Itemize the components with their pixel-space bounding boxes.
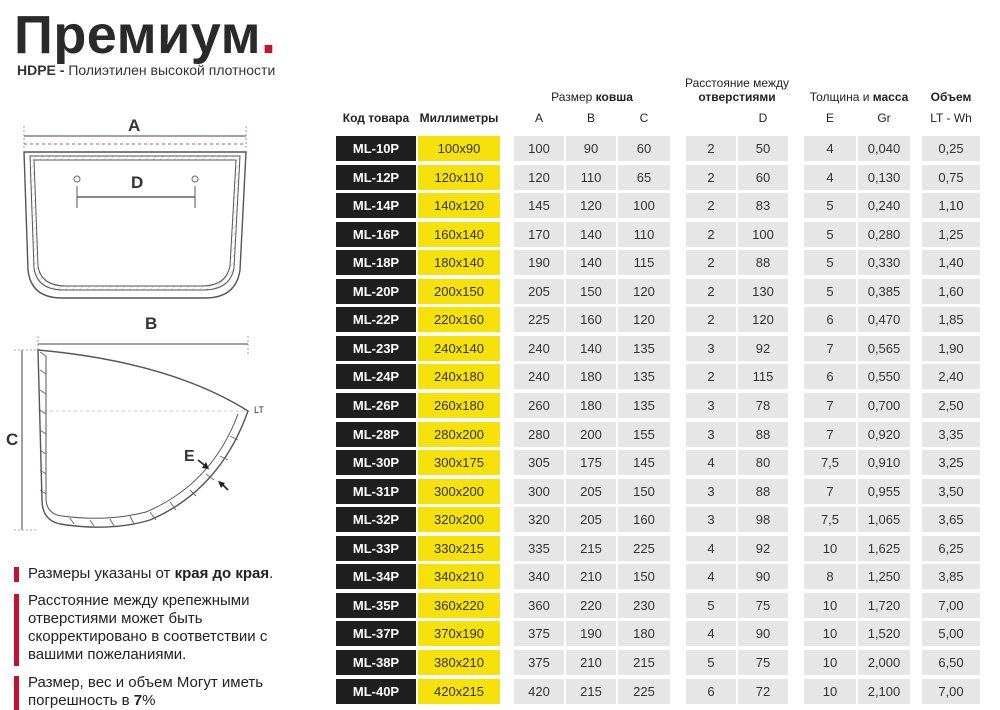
cell-holes: 2 [686,364,736,389]
cell-holes: 3 [686,507,736,532]
cell-gr: 2,100 [858,679,910,704]
header-gr: Gr [877,111,891,125]
cell-gr: 1,720 [858,593,910,618]
cell-e: 7 [804,393,856,418]
cell-code: ML-32P [336,507,416,532]
cell-a: 360 [514,593,564,618]
cell-code: ML-24P [336,364,416,389]
cell-volume: 3,25 [922,450,980,475]
cell-volume: 5,00 [922,621,980,646]
cell-a: 335 [514,536,564,561]
header-group-size: Размер ковша [551,90,633,104]
cell-b: 220 [566,593,616,618]
cell-d: 83 [738,193,788,218]
cell-holes: 3 [686,422,736,447]
cell-holes: 3 [686,479,736,504]
header-e: E [825,111,834,125]
cell-volume: 1,25 [922,222,980,247]
cell-volume: 6,25 [922,536,980,561]
cell-holes: 2 [686,222,736,247]
cell-b: 140 [566,222,616,247]
cell-holes: 4 [686,621,736,646]
cell-e: 5 [804,250,856,275]
note-3-text: Размер, вес и объем Могут иметь погрешность в [28,674,264,709]
cell-b: 90 [566,136,616,161]
cell-c: 150 [618,564,670,589]
cell-b: 120 [566,193,616,218]
cell-volume: 1,85 [922,307,980,332]
cell-mm: 220x160 [418,307,500,332]
header-b: B [586,111,595,125]
cell-a: 100 [514,136,564,161]
cell-volume: 7,00 [922,593,980,618]
cell-code: ML-18P [336,250,416,275]
cell-mm: 260x180 [418,393,500,418]
label-b: B [145,314,158,333]
cell-a: 320 [514,507,564,532]
cell-e: 5 [804,279,856,304]
cell-e: 7,5 [804,507,856,532]
cell-mm: 100x90 [418,136,500,161]
cell-mm: 240x180 [418,364,500,389]
header-mm: Миллиметры [419,111,499,125]
cell-code: ML-38P [336,650,416,675]
cell-c: 135 [618,336,670,361]
cell-volume: 7,00 [922,679,980,704]
cell-mm: 160x140 [418,222,500,247]
cell-code: ML-12P [336,165,416,190]
cell-code: ML-30P [336,450,416,475]
label-d: D [131,173,144,192]
header-a: A [534,111,543,125]
header-c: C [639,111,649,125]
cell-c: 145 [618,450,670,475]
cell-a: 225 [514,307,564,332]
cell-b: 200 [566,422,616,447]
bucket-diagram [0,100,330,540]
cell-gr: 1,065 [858,507,910,532]
header-lt-wh: LT - Wh [930,111,972,125]
cell-c: 180 [618,621,670,646]
subtitle-material: HDPE - [17,62,65,78]
cell-mm: 370x190 [418,621,500,646]
cell-volume: 1,60 [922,279,980,304]
page-subtitle [17,62,275,78]
cell-d: 88 [738,250,788,275]
cell-volume: 1,10 [922,193,980,218]
cell-d: 88 [738,422,788,447]
cell-volume: 6,50 [922,650,980,675]
cell-e: 4 [804,165,856,190]
cell-a: 300 [514,479,564,504]
cell-volume: 0,75 [922,165,980,190]
cell-gr: 1,520 [858,621,910,646]
cell-b: 190 [566,621,616,646]
header-d: D [758,111,768,125]
cell-c: 225 [618,536,670,561]
bucket-side-view [6,314,264,530]
cell-e: 6 [804,307,856,332]
cell-code: ML-37P [336,621,416,646]
cell-mm: 340x210 [418,564,500,589]
page-title [14,4,277,66]
cell-gr: 0,240 [858,193,910,218]
header-group-holes: Расстояние между отверстиями [685,76,789,104]
cell-b: 215 [566,679,616,704]
cell-b: 210 [566,650,616,675]
note-1-text: Размеры указаны от [28,565,175,582]
cell-code: ML-28P [336,422,416,447]
label-e: E [184,448,195,465]
cell-code: ML-16P [336,222,416,247]
cell-gr: 0,700 [858,393,910,418]
cell-d: 115 [738,364,788,389]
cell-holes: 3 [686,393,736,418]
cell-b: 160 [566,307,616,332]
cell-code: ML-22P [336,307,416,332]
cell-a: 375 [514,650,564,675]
cell-a: 240 [514,336,564,361]
note-2-text: Расстояние между крепежными отверстиями может быть скорректировано в соответствии с вашими пожеланиями. [28,592,268,663]
cell-code: ML-40P [336,679,416,704]
cell-code: ML-31P [336,479,416,504]
cell-c: 120 [618,307,670,332]
cell-mm: 280x200 [418,422,500,447]
cell-volume: 3,65 [922,507,980,532]
cell-holes: 2 [686,165,736,190]
note-3-end: % [142,692,156,709]
cell-gr: 0,280 [858,222,910,247]
note-1-end: . [269,565,274,582]
cell-c: 135 [618,364,670,389]
cell-volume: 3,50 [922,479,980,504]
cell-gr: 0,130 [858,165,910,190]
cell-b: 140 [566,250,616,275]
cell-b: 205 [566,507,616,532]
cell-b: 140 [566,336,616,361]
cell-e: 6 [804,364,856,389]
cell-a: 205 [514,279,564,304]
cell-gr: 0,385 [858,279,910,304]
cell-gr: 1,250 [858,564,910,589]
note-edge-to-edge [14,565,324,583]
cell-d: 92 [738,336,788,361]
cell-code: ML-10P [336,136,416,161]
cell-code: ML-23P [336,336,416,361]
cell-e: 7,5 [804,450,856,475]
cell-code: ML-35P [336,593,416,618]
cell-code: ML-20P [336,279,416,304]
cell-code: ML-26P [336,393,416,418]
cell-c: 65 [618,165,670,190]
cell-c: 115 [618,250,670,275]
cell-mm: 240x140 [418,336,500,361]
cell-a: 340 [514,564,564,589]
cell-c: 150 [618,479,670,504]
cell-mm: 320x200 [418,507,500,532]
cell-mm: 120x110 [418,165,500,190]
cell-volume: 1,90 [922,336,980,361]
cell-mm: 140x120 [418,193,500,218]
cell-volume: 2,40 [922,364,980,389]
cell-c: 215 [618,650,670,675]
title-dot: . [261,5,277,65]
cell-d: 50 [738,136,788,161]
cell-e: 10 [804,650,856,675]
cell-gr: 0,955 [858,479,910,504]
cell-mm: 200x150 [418,279,500,304]
cell-d: 80 [738,450,788,475]
cell-volume: 0,25 [922,136,980,161]
cell-c: 60 [618,136,670,161]
cell-b: 180 [566,364,616,389]
cell-c: 135 [618,393,670,418]
cell-e: 10 [804,621,856,646]
cell-d: 100 [738,222,788,247]
cell-c: 230 [618,593,670,618]
cell-gr: 0,330 [858,250,910,275]
cell-mm: 300x175 [418,450,500,475]
label-lt: LT [254,405,264,415]
cell-volume: 2,50 [922,393,980,418]
cell-code: ML-34P [336,564,416,589]
cell-gr: 0,565 [858,336,910,361]
header-group-volume: Объем [930,90,972,104]
cell-gr: 0,910 [858,450,910,475]
cell-holes: 2 [686,279,736,304]
cell-c: 120 [618,279,670,304]
cell-holes: 5 [686,650,736,675]
cell-holes: 2 [686,250,736,275]
cell-b: 180 [566,393,616,418]
cell-d: 75 [738,593,788,618]
cell-e: 8 [804,564,856,589]
cell-a: 145 [514,193,564,218]
cell-a: 420 [514,679,564,704]
cell-mm: 360x220 [418,593,500,618]
cell-e: 4 [804,136,856,161]
cell-mm: 380x210 [418,650,500,675]
cell-mm: 420x215 [418,679,500,704]
cell-b: 215 [566,536,616,561]
cell-d: 98 [738,507,788,532]
cell-volume: 1,40 [922,250,980,275]
cell-gr: 0,920 [858,422,910,447]
note-1-bold: края до края [174,565,270,582]
cell-b: 175 [566,450,616,475]
cell-d: 92 [738,536,788,561]
cell-d: 90 [738,564,788,589]
header-code: Код товара [342,111,410,125]
cell-d: 75 [738,650,788,675]
cell-a: 305 [514,450,564,475]
cell-e: 5 [804,193,856,218]
cell-a: 375 [514,621,564,646]
cell-b: 210 [566,564,616,589]
cell-a: 260 [514,393,564,418]
cell-a: 170 [514,222,564,247]
cell-b: 205 [566,479,616,504]
note-tolerance [14,674,314,710]
cell-gr: 0,470 [858,307,910,332]
cell-d: 78 [738,393,788,418]
cell-holes: 2 [686,136,736,161]
cell-holes: 5 [686,593,736,618]
cell-gr: 0,040 [858,136,910,161]
cell-mm: 180x140 [418,250,500,275]
cell-a: 120 [514,165,564,190]
cell-gr: 1,625 [858,536,910,561]
cell-d: 120 [738,307,788,332]
cell-d: 90 [738,621,788,646]
cell-c: 225 [618,679,670,704]
cell-gr: 0,550 [858,364,910,389]
cell-c: 110 [618,222,670,247]
cell-code: ML-14P [336,193,416,218]
cell-holes: 4 [686,450,736,475]
cell-volume: 3,35 [922,422,980,447]
note-hole-distance [14,592,314,664]
cell-holes: 2 [686,307,736,332]
cell-e: 10 [804,593,856,618]
cell-a: 240 [514,364,564,389]
cell-gr: 2,000 [858,650,910,675]
cell-mm: 330x215 [418,536,500,561]
page-title-text: Премиум [14,5,262,65]
cell-d: 130 [738,279,788,304]
cell-d: 72 [738,679,788,704]
cell-code: ML-33P [336,536,416,561]
cell-holes: 3 [686,336,736,361]
label-c: C [6,430,19,449]
cell-a: 190 [514,250,564,275]
note-3-bold: 7 [133,692,143,709]
cell-c: 100 [618,193,670,218]
subtitle-description: Полиэтилен высокой плотности [64,62,276,78]
header-group-thickness: Толщина и масса [809,90,909,104]
cell-c: 160 [618,507,670,532]
cell-c: 155 [618,422,670,447]
cell-holes: 4 [686,564,736,589]
cell-volume: 3,85 [922,564,980,589]
cell-b: 110 [566,165,616,190]
cell-e: 10 [804,536,856,561]
cell-d: 60 [738,165,788,190]
label-a: A [128,116,141,135]
cell-e: 5 [804,222,856,247]
cell-d: 88 [738,479,788,504]
cell-holes: 6 [686,679,736,704]
cell-e: 10 [804,679,856,704]
cell-a: 280 [514,422,564,447]
cell-e: 7 [804,336,856,361]
cell-e: 7 [804,479,856,504]
cell-holes: 4 [686,536,736,561]
cell-holes: 2 [686,193,736,218]
bucket-front-view [24,116,246,298]
cell-b: 150 [566,279,616,304]
cell-mm: 300x200 [418,479,500,504]
cell-e: 7 [804,422,856,447]
